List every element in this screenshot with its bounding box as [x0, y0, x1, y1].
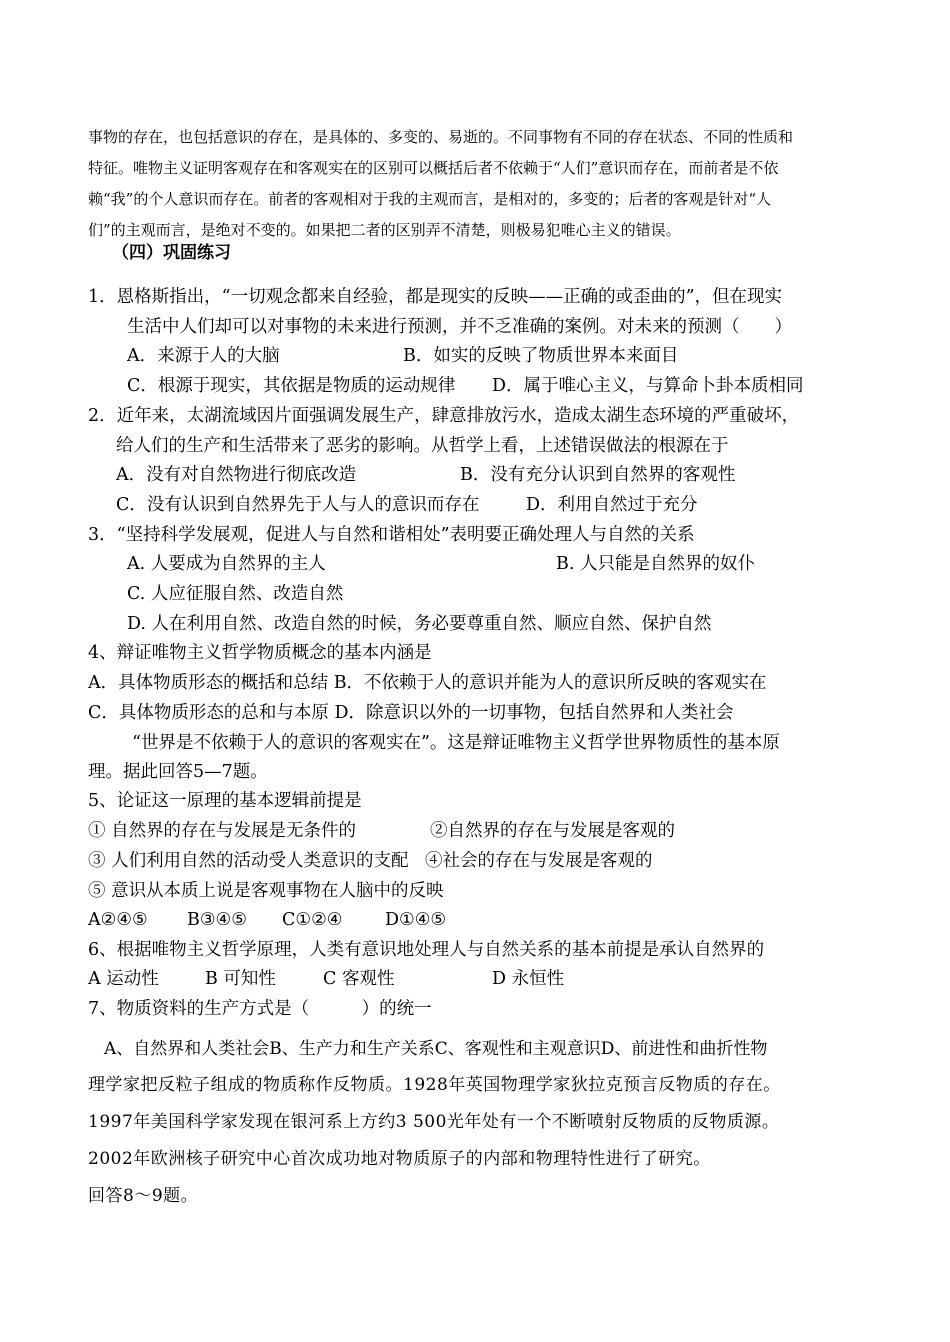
paragraph-line: 回答8～9题。: [88, 1186, 199, 1206]
q1-option-b: B．如实的反映了物质世界本来面目: [403, 346, 679, 366]
q7-stem: 7、物质资料的生产方式是（ ）的统一: [88, 999, 432, 1019]
intro-paragraph: [88, 122, 868, 246]
intro-line: 们”的主观而言，是绝对不变的。如果把二者的区别弄不清楚，则极易犯唯心主义的错误。: [88, 221, 681, 239]
q2-stem-line1: 2．近年来，太湖流域因片面强调发展生产，肆意排放污水，造成太湖生态环境的严重破坏，: [88, 406, 800, 426]
paragraph-line: 理学家把反粒子组成的物质称作反物质。1928年英国物理学家狄拉克预言反物质的存在。: [88, 1075, 781, 1095]
q5-item-3: ③ 人们利用自然的活动受人类意识的支配: [88, 851, 409, 871]
q5-choice-c: C①②④: [282, 910, 343, 930]
paragraph-line: 2002年欧洲核子研究中心首次成功地对物质原子的内部和物理特性进行了研究。: [88, 1149, 711, 1169]
q6-stem: 6、根据唯物主义哲学原理，人类有意识地处理人与自然关系的基本前提是承认自然界的: [88, 940, 765, 960]
q5-item-2: ②自然界的存在与发展是客观的: [430, 821, 675, 841]
q5-choice-a: A②④⑤: [88, 910, 148, 930]
q1-stem-line2: 生活中人们却可以对事物的未来进行预测，并不乏准确的案例。对未来的预测（ ）: [127, 317, 792, 337]
q4-options-ab: A．具体物质形态的概括和总结 B．不依赖于人的意识并能为人的意识所反映的客观实在: [88, 673, 767, 693]
q2-option-c: C．没有认识到自然界先于人与人的意识而存在: [116, 495, 480, 515]
q3-option-c: C. 人应征服自然、改造自然: [127, 584, 344, 604]
q6-choice-b: B 可知性: [205, 969, 276, 989]
intro-line: 事物的存在，也包括意识的存在，是具体的、多变的、易逝的。不同事物有不同的存在状态、不同的性质和: [88, 128, 794, 146]
q3-option-a: A. 人要成为自然界的主人: [127, 554, 326, 574]
lead-line2: 理。据此回答5—7题。: [88, 762, 268, 782]
q5-stem: 5、论证这一原理的基本逻辑前提是: [88, 791, 362, 811]
q1-option-a: A．来源于人的大脑: [127, 346, 280, 366]
q1-option-d: D．属于唯心主义，与算命卜卦本质相同: [492, 376, 804, 396]
q6-choice-c: C 客观性: [323, 969, 395, 989]
q3-option-d: D. 人在利用自然、改造自然的时候，务必要尊重自然、顺应自然、保护自然: [127, 614, 712, 634]
q3-option-b: B. 人只能是自然界的奴仆: [556, 554, 755, 574]
q2-option-d: D．利用自然过于充分: [526, 495, 698, 515]
q6-choice-a: A 运动性: [88, 969, 159, 989]
q5-item-4: ④社会的存在与发展是客观的: [425, 851, 653, 871]
q5-choice-b: B③④⑤: [187, 910, 247, 930]
q3-stem: 3．“坚持科学发展观，促进人与自然和谐相处”表明要正确处理人与自然的关系: [88, 525, 695, 545]
q2-option-b: B．没有充分认识到自然界的客观性: [460, 465, 736, 485]
q1-option-c: C．根源于现实，其依据是物质的运动规律: [127, 376, 456, 396]
intro-line: 赖“我”的个人意识而存在。前者的客观相对于我的主观而言，是相对的，多变的；后者的客观是针对“人: [88, 190, 772, 208]
q5-item-1: ① 自然界的存在与发展是无条件的: [88, 821, 357, 841]
q2-option-a: A．没有对自然物进行彻底改造: [116, 465, 357, 485]
q4-stem: 4、辩证唯物主义哲学物质概念的基本内涵是: [88, 643, 432, 663]
paragraph-line: 1997年美国科学家发现在银河系上方约3 500光年处有一个不断喷射反物质的反物质源。: [88, 1112, 780, 1132]
q4-options-cd: C．具体物质形态的总和与本原 D．除意识以外的一切事物，包括自然界和人类社会: [88, 703, 734, 723]
section-title: （四）巩固练习: [112, 243, 231, 263]
q2-stem-line2: 给人们的生产和生活带来了恶劣的影响。从哲学上看，上述错误做法的根源在于: [116, 436, 729, 456]
q5-item-5: ⑤ 意识从本质上说是客观事物在人脑中的反映: [88, 881, 444, 901]
q7-options: A、自然界和人类社会B、生产力和生产关系C、客观性和主观意识D、前进性和曲折性物: [104, 1039, 768, 1059]
reading-paragraph: [88, 1067, 873, 1215]
q5-choice-d: D①④⑤: [385, 910, 447, 930]
q1-stem-line1: 1．恩格斯指出，“一切观念都来自经验，都是现实的反映——正确的或歪曲的”，但在现实: [88, 287, 783, 307]
lead-line1: “世界是不依赖于人的意识的客观实在”。这是辩证唯物主义哲学世界物质性的基本原: [132, 733, 780, 753]
intro-line: 特征。唯物主义证明客观存在和客观实在的区别可以概括后者不依赖于“人们”意识而存在，而前者是不依: [88, 159, 779, 177]
q6-choice-d: D 永恒性: [492, 969, 565, 989]
